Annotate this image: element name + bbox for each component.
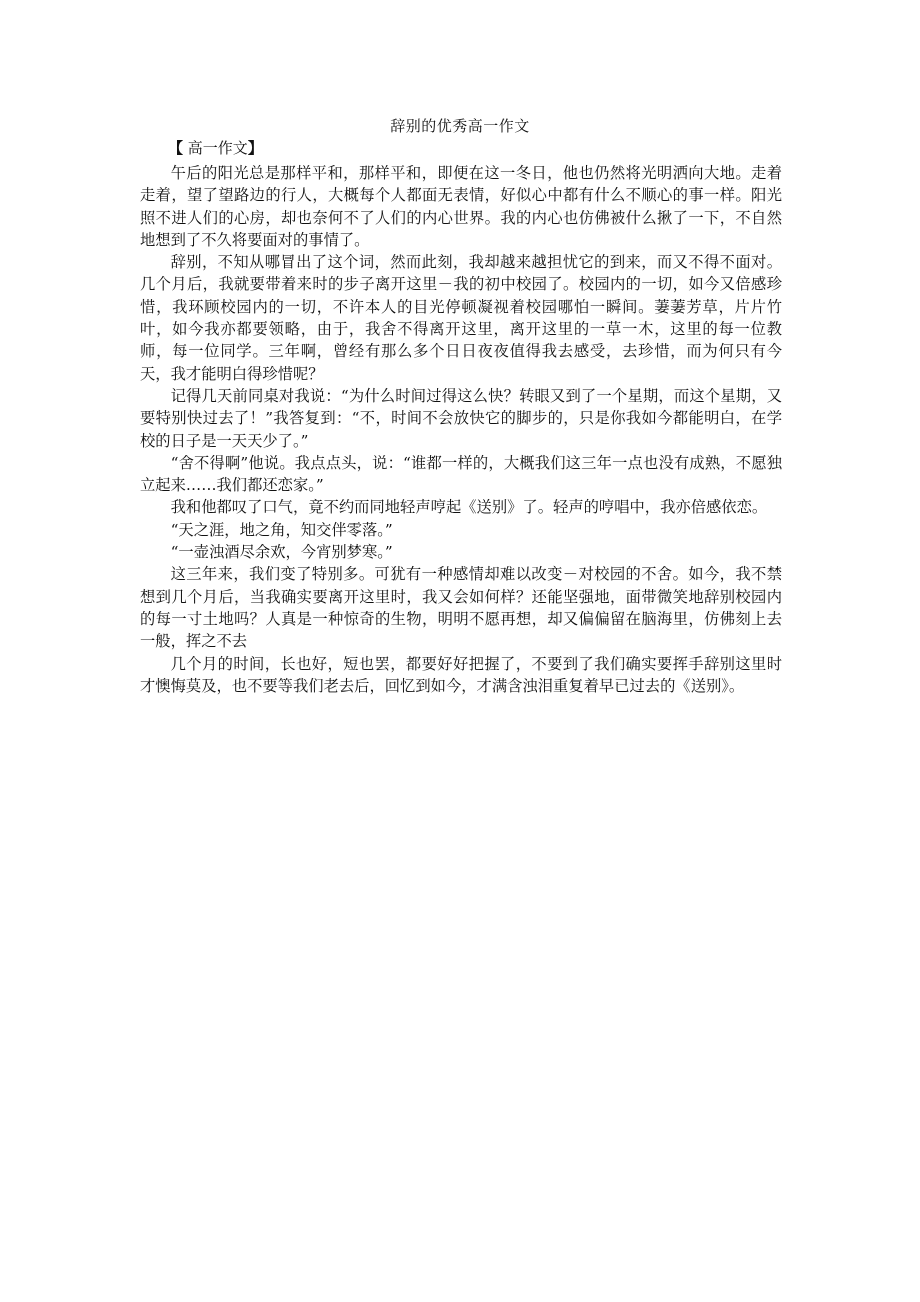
paragraph: 午后的阳光总是那样平和，那样平和，即便在这一冬日，他也仍然将光明洒向大地。走着走着，望了望路边的行人，大概每个人都面无表情，好似心中都有什么不顺心的事一样。阳光照不进人们的心房，却也奈何不了人们的内心世界。我的内心也仿佛被什么揪了一下，不自然地想到了不久将要面对的事情了。 xyxy=(140,164,782,249)
paragraph: 我和他都叹了口气，竟不约而同地轻声哼起《送别》了。轻声的哼唱中，我亦倍感依恋。 xyxy=(170,498,768,517)
paragraph: 记得几天前同桌对我说：“为什么时间过得这么快？转眼又到了一个星期，而这个星期，又要特别快过去了！”我答复到：“不，时间不会放快它的脚步的，只是你我如今都能明白，在学校的日子是一天天少了。” xyxy=(140,386,782,450)
category-label: 高一作文 xyxy=(187,139,248,157)
essay-body xyxy=(140,162,782,697)
category-heading xyxy=(168,138,263,158)
document-title: 辞别的优秀高一作文 xyxy=(390,117,530,135)
paragraph: “舍不得啊”他说。我点点头，说：“谁都一样的，大概我们这三年一点也没有成熟，不愿独立起来……我们都还恋家。” xyxy=(140,453,782,495)
paragraph: 辞别，不知从哪冒出了这个词，然而此刻，我却越来越担忧它的到来，而又不得不面对。几个月后，我就要带着来时的步子离开这里－我的初中校园了。校园内的一切，如今又倍感珍惜，我环顾校园内的一切，不许本人的目光停顿凝视着校园哪怕一瞬间。萋萋芳草，片片竹叶，如今我亦都要领略，由于，我舍不得离开这里，离开这里的一草一木，这里的每一位教师，每一位同学。三年啊，曾经有那么多个日日夜夜值得我去感受，去珍惜，而为何只有今天，我才能明白得珍惜呢？ xyxy=(140,253,782,383)
paragraph: 几个月的时间，长也好，短也罢，都要好好把握了，不要到了我们确实要挥手辞别这里时才懊悔莫及，也不要等我们老去后，回忆到如今，才满含浊泪重复着早已过去的《送别》。 xyxy=(140,654,782,695)
paragraph: “一壶浊酒尽余欢，今宵别梦寒。” xyxy=(170,543,393,562)
category-close-bracket: 】 xyxy=(247,139,263,157)
paragraph: “天之涯，地之角，知交伴零落。” xyxy=(170,520,393,539)
category-open-bracket: 【 xyxy=(168,139,184,157)
paragraph: 这三年来，我们变了特别多。可犹有一种感情却难以改变－对校园的不舍。如今，我不禁想到几个月后，当我确实要离开这里时，我又会如何样？还能坚强地，面带微笑地辞别校园内的每一寸土地吗？人真是一种惊奇的生物，明明不愿再想，却又偏偏留在脑海里，仿佛刻上去一般，挥之不去 xyxy=(140,565,782,651)
